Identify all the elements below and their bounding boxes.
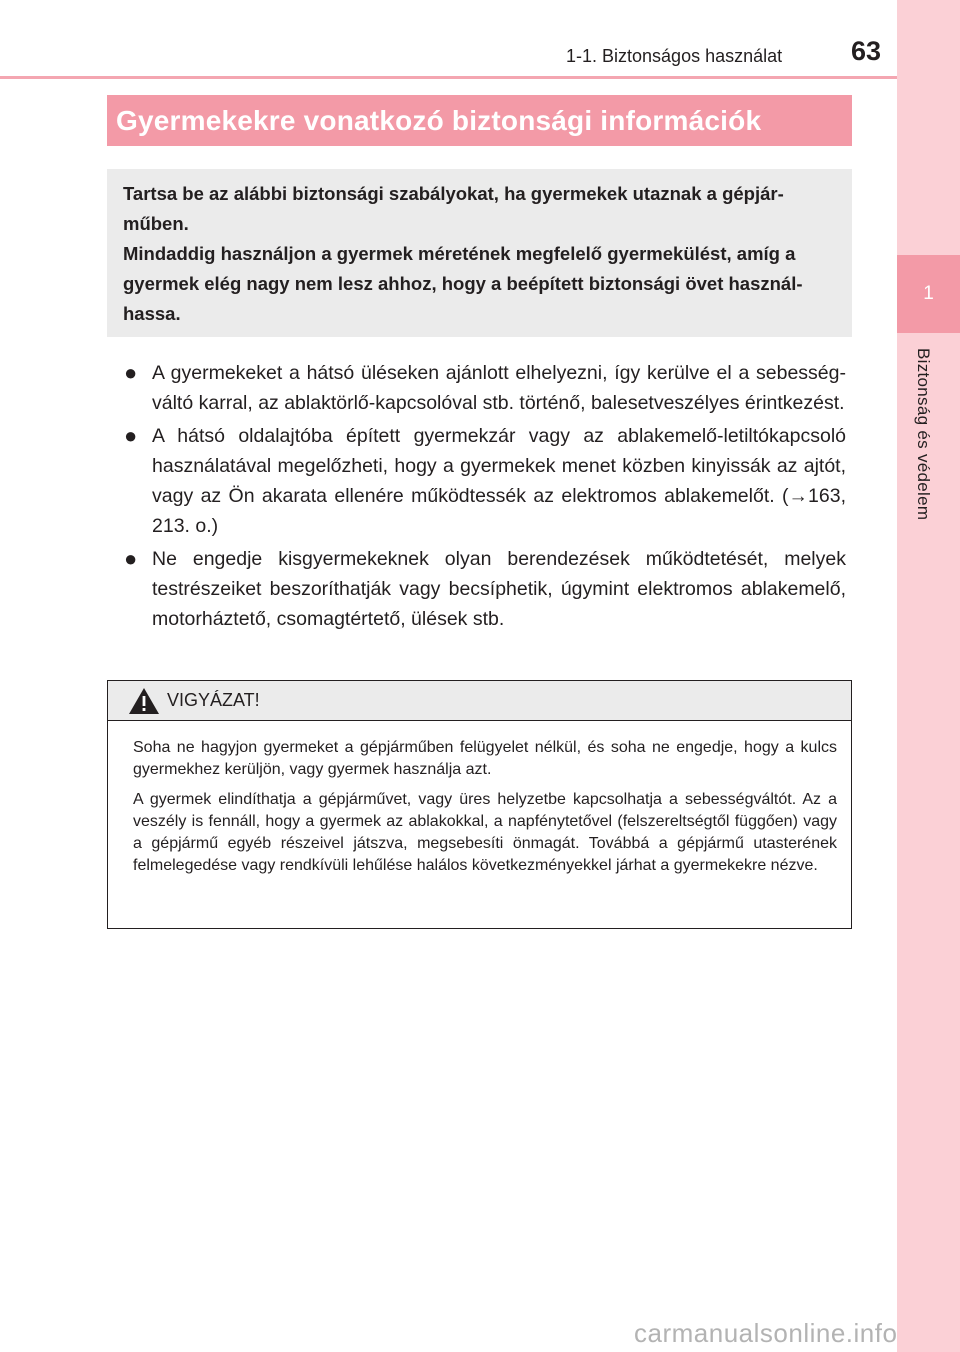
warning-paragraph: A gyermek elindíthatja a gépjárművet, vagy üres helyzetbe kapcsolhatja a sebességváltót. Az a veszély is fennáll, hogy a gyermek az ablakokkal, a napfénytetővel (felszereltségtől függően) vagy a gépjármű egyéb részeivel játszva, megsebesíti önmagát. Továbbá a gépjármű utasterének felmelegedése vagy rendkívüli lehűlése halálos következményekkel járhat a gyermekekre nézve. xyxy=(133,791,837,874)
warning-title: VIGYÁZAT! xyxy=(167,690,260,710)
bullet-dot-icon: ● xyxy=(124,546,138,571)
side-tab xyxy=(897,0,960,1352)
intro-box xyxy=(107,169,852,337)
warning-triangle-icon xyxy=(128,687,160,715)
chapter-number: 1 xyxy=(897,255,960,333)
header-rule xyxy=(0,76,897,79)
page-number: 63 xyxy=(851,36,882,66)
list-item xyxy=(124,358,846,418)
bullet-text: A gyermekeket a hátsó üléseken ajánlott elhelyezni, így kerülve el a sebességváltó karral, az ablaktörlő-kapcsolóval stb. történő, balesetveszélyes érintkezést. xyxy=(152,362,846,414)
intro-paragraph: Tartsa be az alábbi biztonsági szabályokat, ha gyermekek utaznak a gépjárműben. xyxy=(123,183,784,234)
list-item xyxy=(124,421,846,541)
list-item xyxy=(124,544,846,634)
bullet-text: A hátsó oldalajtóba épített gyermekzár vagy az ablakemelő-letiltókapcsoló használatával megelőzheti, hogy a gyermekek menet közben kinyissák az ajtót, vagy az Ön akarata ellenére működtessék az elektromos ablakemelőt. (→163, 213. o.) xyxy=(152,425,846,537)
warning-box xyxy=(107,680,852,929)
section-title: Gyermekekre vonatkozó biztonsági információk xyxy=(107,95,852,146)
intro-paragraph: Mindaddig használjon a gyermek méretének megfelelő gyermekülést, amíg a gyermek elég nagy nem lesz ahhoz, hogy a beépített biztonsági övet használhassa. xyxy=(123,243,803,324)
warning-header xyxy=(108,681,851,721)
bullet-list xyxy=(124,358,846,637)
bullet-dot-icon: ● xyxy=(124,360,138,385)
running-header: 1-1. Biztonságos használat xyxy=(566,46,783,66)
chapter-title: Biztonság és védelem xyxy=(914,348,933,521)
bullet-dot-icon: ● xyxy=(124,423,138,448)
bullet-text: Ne engedje kisgyermekeknek olyan berendezések működtetését, melyek testrészeiket beszoríthatják vagy becsíphetik, úgymint elektromos ablakemelő, motorháztető, csomagtértető, ülések stb. xyxy=(152,548,846,630)
watermark: carmanualsonline.info xyxy=(634,1318,898,1348)
warning-paragraph: Soha ne hagyjon gyermeket a gépjárműben felügyelet nélkül, és soha ne engedje, hogy a kulcs gyermekhez kerüljön, vagy gyermek használja azt. xyxy=(133,739,837,778)
warning-body xyxy=(108,721,851,877)
